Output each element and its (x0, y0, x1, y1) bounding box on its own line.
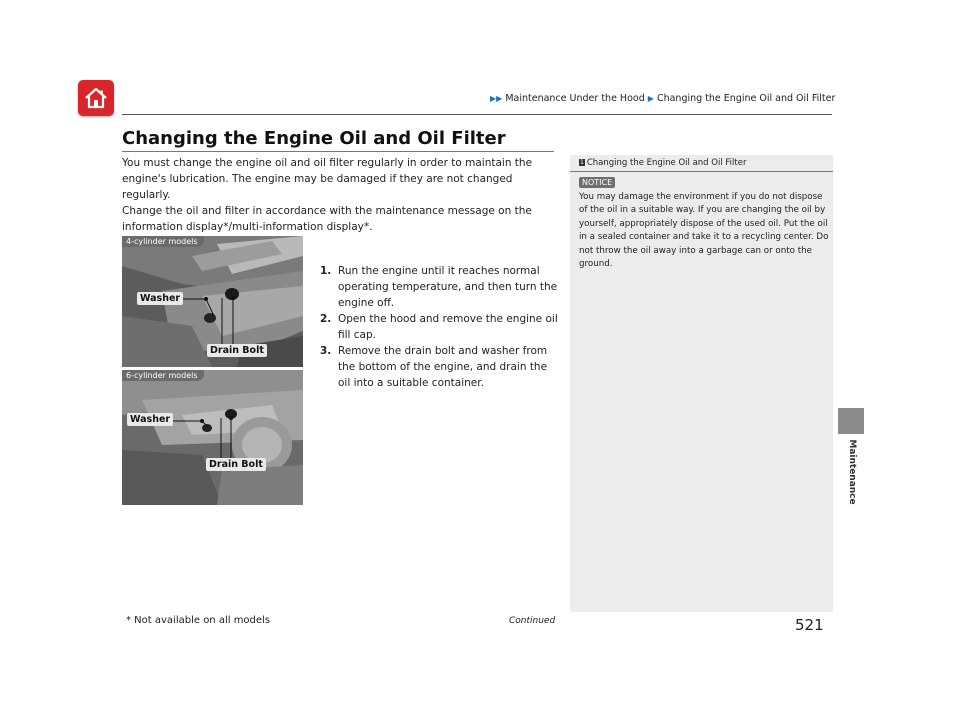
washer-callout: Washer (127, 413, 173, 426)
washer-callout: Washer (137, 292, 183, 305)
intro-paragraph: You must change the engine oil and oil filter regularly in order to maintain the engine's lubrication. The engine may be damaged if they are not changed regularly. (122, 157, 533, 201)
continued-label: Continued (509, 616, 556, 626)
sidebar-divider (570, 171, 833, 172)
breadcrumb-arrow-icon: ▶ (647, 94, 654, 103)
page-title: Changing the Engine Oil and Oil Filter (122, 128, 506, 149)
breadcrumb-item-parent[interactable]: Maintenance Under the Hood (505, 93, 645, 104)
title-divider (122, 151, 554, 152)
figure-label: 6-cylinder models (122, 370, 204, 381)
page-number: 521 (795, 616, 824, 634)
section-tab-label[interactable]: Maintenance (847, 439, 857, 505)
sidebar-heading: 1 Changing the Engine Oil and Oil Filter (580, 158, 747, 168)
notice-badge: NOTICE (579, 177, 615, 188)
reference-marker: 1 (580, 159, 584, 166)
maintenance-paragraph: Change the oil and filter in accordance with the maintenance message on the information display*/multi-information display*. (122, 205, 532, 233)
figure-6-cylinder (122, 370, 303, 505)
header-divider (122, 114, 832, 115)
notice-text: You may damage the environment if you do not dispose of the oil in a suitable way. If you are changing the oil by yourself, appropriately dispose of the used oil. Put the oil in a sealed container and take it to a recycling center. Do not throw the oil away into a garbage can or onto the ground. (579, 192, 829, 270)
figure-label: 4-cylinder models (122, 236, 204, 247)
footnote: * Not available on all models (126, 615, 271, 626)
step-item: 1. Run the engine until it reaches normal operating temperature, and then turn the engine off. (320, 265, 558, 309)
sidebar-note (570, 155, 833, 612)
breadcrumb-arrow-icon: ▶▶ (490, 94, 503, 103)
step-item: 3. Remove the drain bolt and washer from the bottom of the engine, and drain the oil into a suitable container. (320, 345, 548, 389)
home-icon (83, 85, 109, 111)
breadcrumb-item-current: Changing the Engine Oil and Oil Filter (656, 93, 836, 104)
drain-bolt-callout: Drain Bolt (206, 458, 266, 471)
figure-4-cylinder (122, 236, 303, 367)
engine-illustration (122, 370, 303, 505)
drain-bolt-callout: Drain Bolt (207, 344, 267, 357)
procedure-steps (320, 263, 558, 391)
home-button[interactable] (78, 80, 114, 116)
step-item: 2. Open the hood and remove the engine oil fill cap. (320, 313, 558, 341)
section-tab-marker[interactable] (838, 408, 864, 434)
breadcrumb (490, 93, 835, 104)
